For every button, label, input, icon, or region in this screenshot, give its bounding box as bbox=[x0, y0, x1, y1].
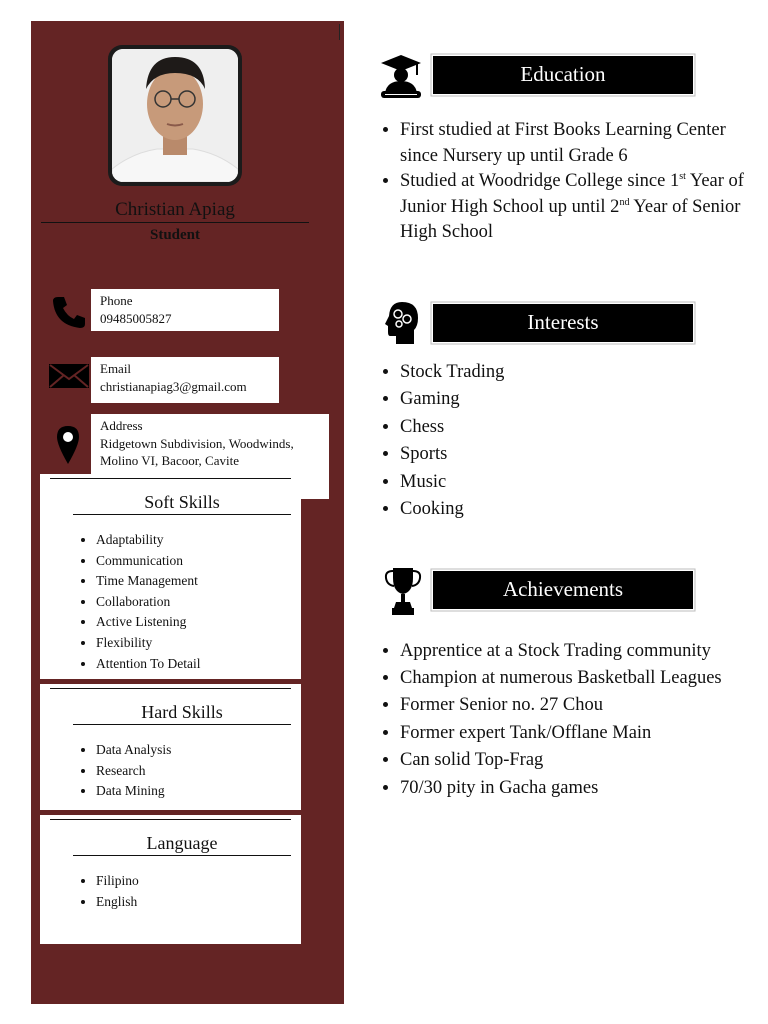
email-box bbox=[91, 357, 279, 403]
email-value: christianapiag3@gmail.com bbox=[100, 378, 247, 394]
graduate-icon bbox=[379, 53, 423, 104]
email-label: Email bbox=[100, 361, 132, 376]
text-cursor bbox=[339, 24, 340, 40]
envelope-icon bbox=[48, 363, 90, 394]
list-item: • Filipino bbox=[96, 871, 139, 892]
edu-text-b: Year of Junior High School up until 2 bbox=[400, 171, 744, 217]
soft-skills-card bbox=[40, 474, 301, 679]
education-list bbox=[380, 118, 745, 246]
hard-skills-list bbox=[66, 740, 171, 802]
list-item: • Active Listening bbox=[96, 612, 201, 633]
list-item: • Sports bbox=[400, 441, 745, 468]
hard-skills-card bbox=[40, 684, 301, 810]
list-item: • First studied at First Books Learning Center since Nursery up until Grade 6 bbox=[400, 118, 745, 169]
soft-skills-list bbox=[66, 530, 201, 674]
achievements-header: Achievements bbox=[433, 571, 693, 609]
list-item: • Stock Trading bbox=[400, 359, 745, 386]
trophy-icon bbox=[383, 566, 423, 621]
map-pin-icon bbox=[56, 425, 80, 470]
phone-label: Phone bbox=[100, 293, 133, 308]
address-line1: Ridgetown Subdivision, Woodwinds, bbox=[100, 435, 294, 451]
list-item: • Communication bbox=[96, 551, 201, 572]
profile-name: Christian Apiag bbox=[41, 199, 309, 223]
address-label: Address bbox=[100, 418, 143, 433]
list-item: • Former expert Tank/Offlane Main bbox=[400, 720, 745, 747]
list-item: • Champion at numerous Basketball Leagues bbox=[400, 665, 745, 692]
list-item: • Cooking bbox=[400, 496, 745, 523]
interests-header: Interests bbox=[433, 304, 693, 342]
language-title: Language bbox=[73, 832, 291, 856]
interests-list bbox=[380, 359, 745, 523]
edu-text-c: Year of Senior High School bbox=[400, 196, 741, 242]
brain-gears-icon bbox=[384, 300, 420, 351]
profile-photo-frame bbox=[108, 45, 242, 186]
profile-photo bbox=[112, 49, 238, 182]
list-item: • Adaptability bbox=[96, 530, 201, 551]
list-item: • Can solid Top-Frag bbox=[400, 747, 745, 774]
education-header: Education bbox=[433, 56, 693, 94]
list-item: • Music bbox=[400, 469, 745, 496]
list-item: • Gaming bbox=[400, 386, 745, 413]
list-item: • Former Senior no. 27 Chou bbox=[400, 692, 745, 719]
language-card bbox=[40, 815, 301, 944]
divider bbox=[50, 688, 291, 689]
hard-skills-title: Hard Skills bbox=[73, 701, 291, 725]
phone-value: 09485005827 bbox=[100, 310, 172, 326]
list-item: • Data Mining bbox=[96, 781, 171, 802]
list-item: • Flexibility bbox=[96, 633, 201, 654]
list-item: • English bbox=[96, 892, 139, 913]
list-item: • 70/30 pity in Gacha games bbox=[400, 775, 745, 802]
edu-sup-1: st bbox=[679, 170, 686, 182]
list-item: • Apprentice at a Stock Trading community bbox=[400, 638, 745, 665]
phone-box bbox=[91, 289, 279, 331]
list-item: • Time Management bbox=[96, 571, 201, 592]
list-item: • Research bbox=[96, 761, 171, 782]
edu-sup-2: nd bbox=[619, 196, 630, 208]
address-line2: Molino VI, Bacoor, Cavite bbox=[100, 453, 239, 468]
divider bbox=[50, 478, 291, 479]
edu-text-a: Studied at Woodridge College since 1 bbox=[400, 171, 680, 191]
divider bbox=[50, 819, 291, 820]
list-item: • Collaboration bbox=[96, 592, 201, 613]
achievements-list bbox=[380, 638, 745, 801]
list-item: • Attention To Detail bbox=[96, 654, 201, 675]
profile-role: Student bbox=[149, 227, 201, 243]
list-item bbox=[400, 169, 745, 246]
list-item: • Chess bbox=[400, 414, 745, 441]
list-item: • Data Analysis bbox=[96, 740, 171, 761]
language-list bbox=[66, 871, 139, 912]
phone-icon bbox=[51, 295, 87, 334]
soft-skills-title: Soft Skills bbox=[73, 491, 291, 515]
